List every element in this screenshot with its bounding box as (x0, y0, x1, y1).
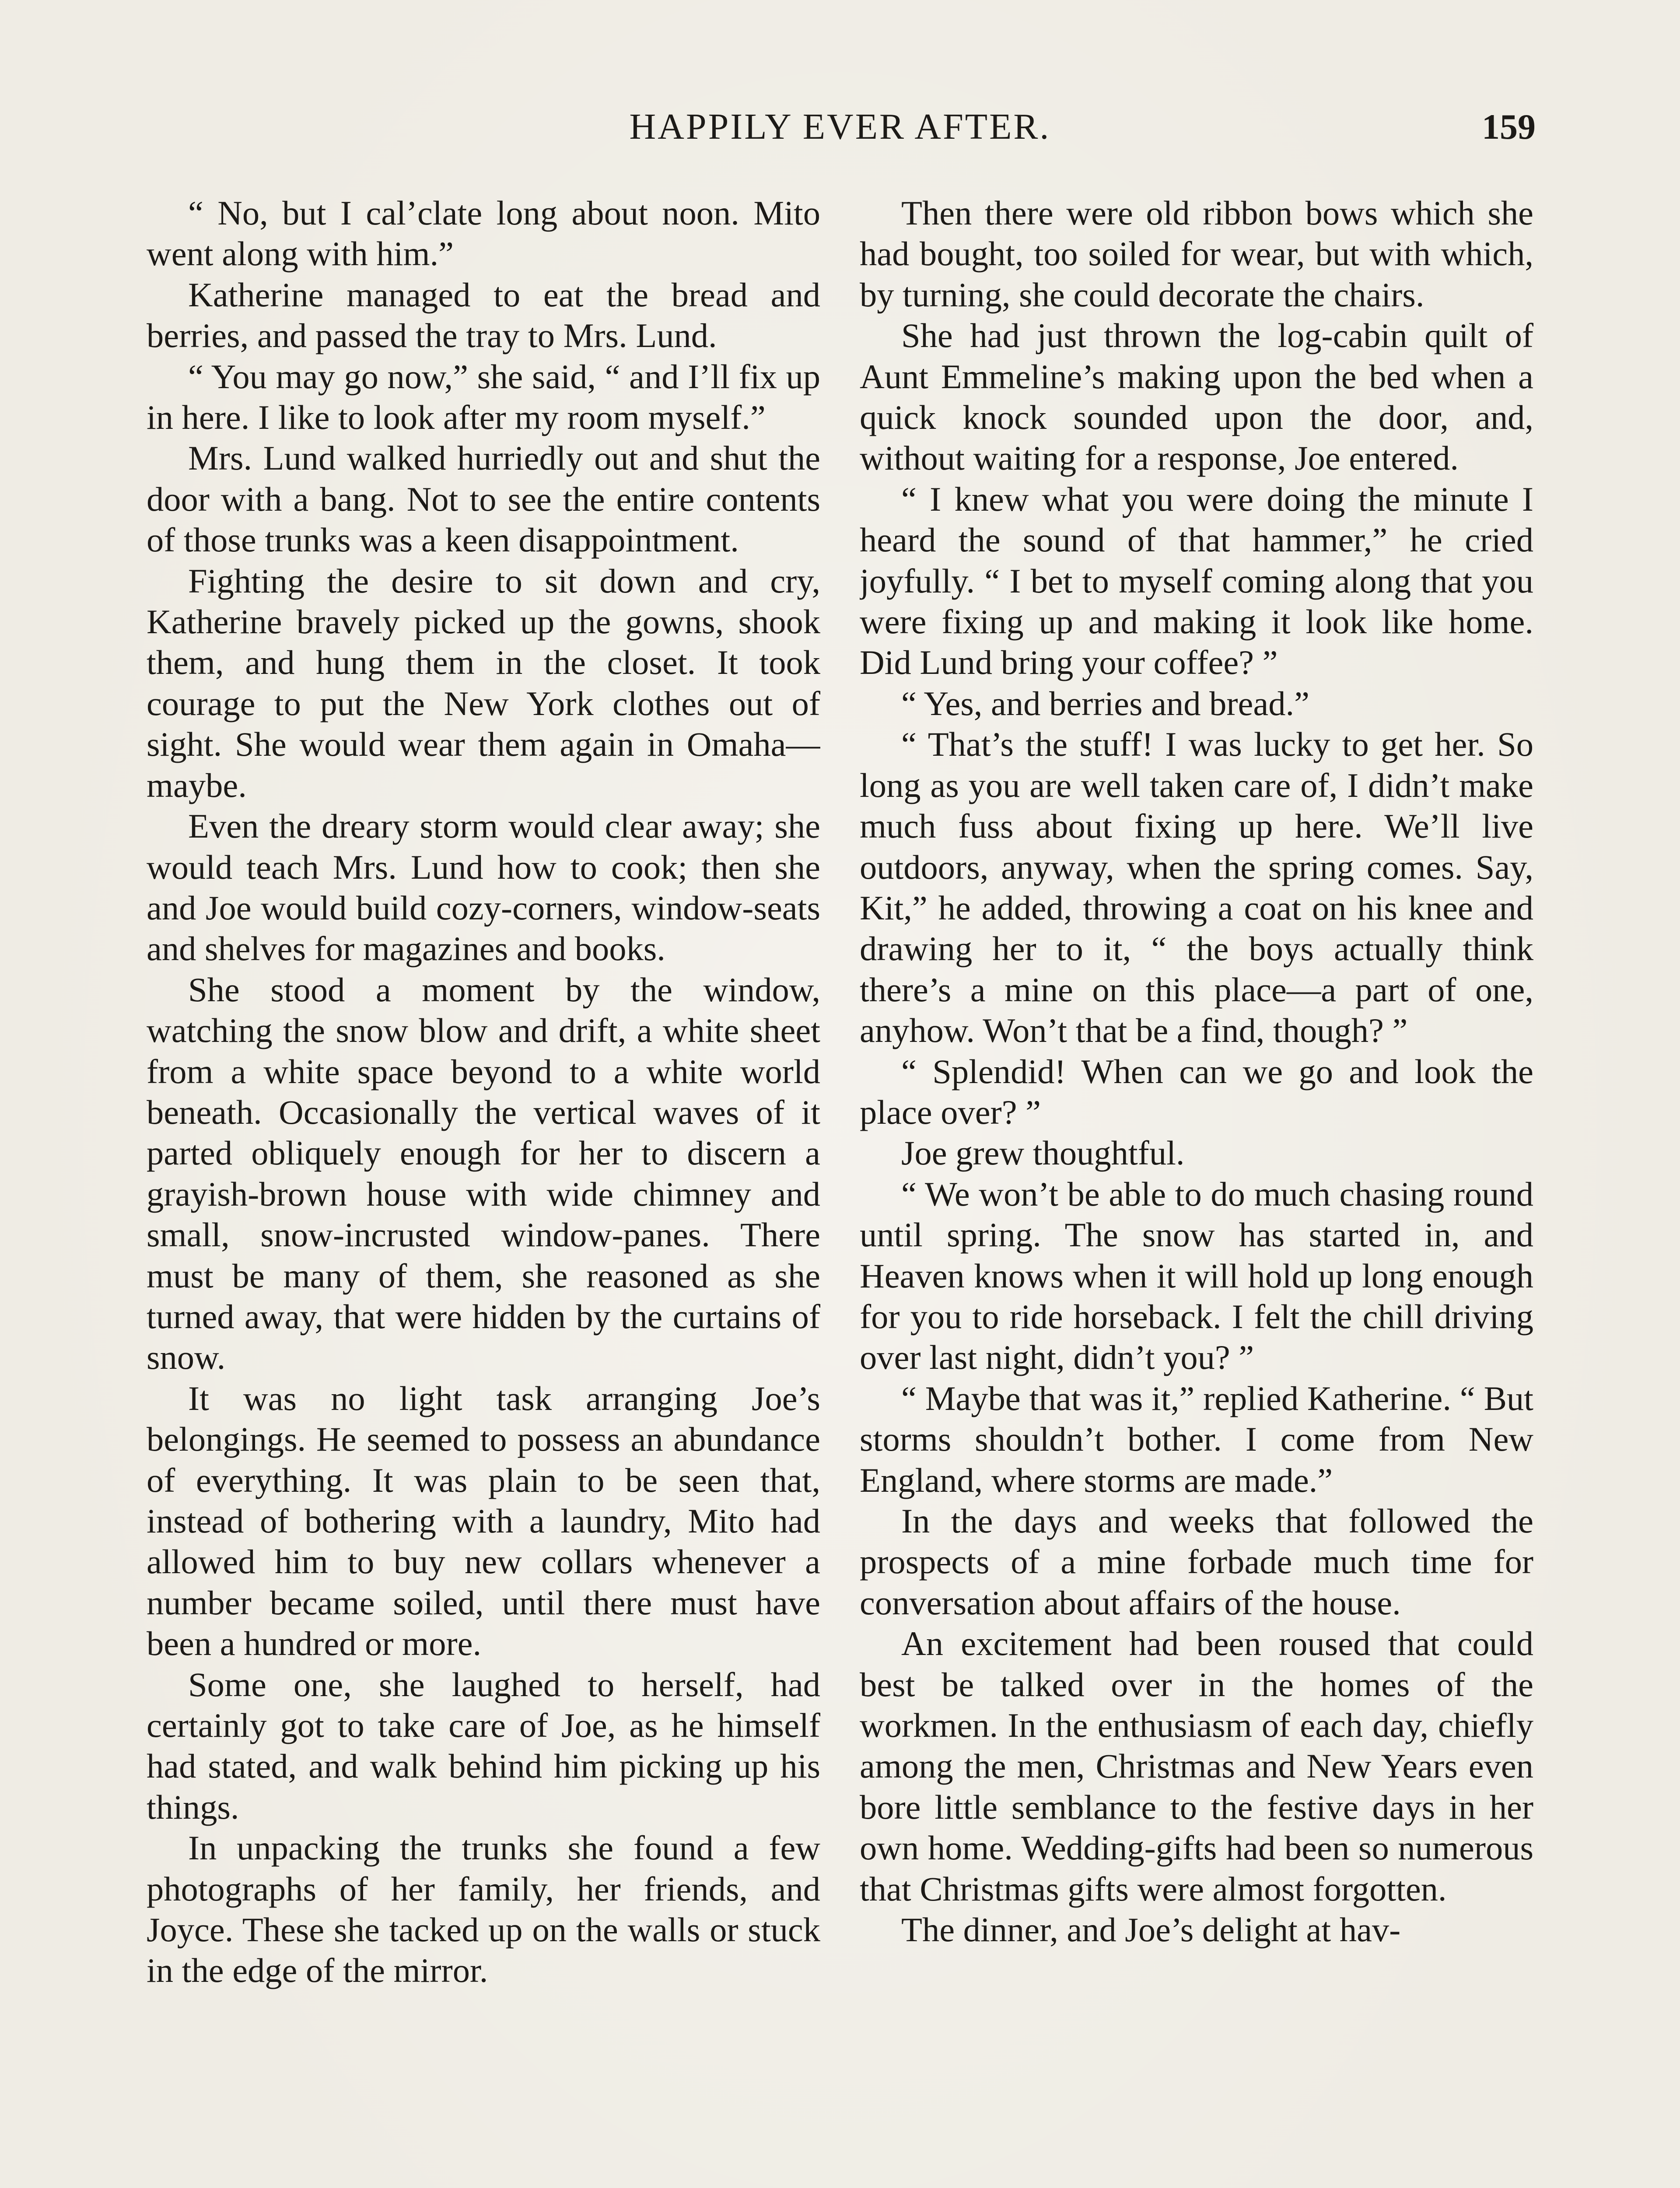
paragraph: It was no light task arranging Joe’s belongings. He seemed to possess an abundance of everything. It was plain to be seen that, instead of bothering with a laundry, Mito had allowed him to buy new collars whenever a number became soiled, until there must have been a hundred or more. (147, 1379, 820, 1663)
text-column-right (860, 193, 1533, 2188)
text-column-left (147, 193, 820, 2188)
paragraph: In the days and weeks that followed the prospects of a mine forbade much time for conversation about affairs of the house. (860, 1502, 1533, 1622)
paragraph: “ Splendid! When can we go and look the place over? ” (860, 1052, 1533, 1131)
paragraph: “ Maybe that was it,” replied Katherine. “ But storms shouldn’t bother. I come from New England, where storms are made.” (860, 1379, 1533, 1499)
paragraph: “ I knew what you were doing the minute I heard the sound of that hammer,” he cried joyfully. “ I bet to myself coming along that you were fixing up and making it look like home. Did Lund bring your coffee? ” (860, 480, 1533, 682)
paragraph: Mrs. Lund walked hurriedly out and shut the door with a bang. Not to see the entire contents of those trunks was a keen disappointment. (147, 439, 820, 559)
paragraph: Even the dreary storm would clear away; she would teach Mrs. Lund how to cook; then she and Joe would build cozy-corners, window-seats and shelves for magazines and books. (147, 807, 820, 968)
paragraph: Katherine managed to eat the bread and berries, and passed the tray to Mrs. Lund. (147, 275, 820, 355)
paragraph: She had just thrown the log-cabin quilt of Aunt Emmeline’s making upon the bed when a quick knock sounded upon the door, and, without waiting for a response, Joe entered. (860, 316, 1533, 477)
paragraph: “ No, but I cal’clate long about noon. Mito went along with him.” (147, 194, 820, 273)
paragraph: Joe grew thoughtful. (901, 1134, 1185, 1172)
paragraph: “ We won’t be able to do much chasing round until spring. The snow has started in, and Heaven knows when it will hold up long enough for you to ride horseback. I felt the chill driving over last night, didn’t you? ” (860, 1175, 1533, 1377)
paragraph: Fighting the desire to sit down and cry, Katherine bravely picked up the gowns, shook them, and hung them in the closet. It took courage to put the New York clothes out of sight. She would wear them again in Omaha—maybe. (147, 561, 820, 804)
page-number: 159 (1482, 107, 1536, 147)
paragraph: Then there were old ribbon bows which she had bought, too soiled for wear, but with which, by turning, she could decorate the chairs. (860, 194, 1533, 314)
paragraph: “ Yes, and berries and bread.” (901, 684, 1309, 722)
paragraph: An excitement had been roused that could best be talked over in the homes of the workmen. In the enthusiasm of each day, chiefly among the men, Christmas and New Years even bore little semblance to the festive days in her own home. Wedding-gifts had been so numerous that Christmas gifts were almost forgotten. (860, 1624, 1533, 1908)
paragraph: In unpacking the trunks she found a few photographs of her family, her friends, and Joyce. These she tacked up on the walls or stuck in the edge of the mirror. (147, 1829, 820, 1990)
paragraph: “ That’s the stuff! I was lucky to get her. So long as you are well taken care of, I didn’t make much fuss about fixing up here. We’ll live outdoors, anyway, when the spring comes. Say, Kit,” he added, throwing a coat on his knee and drawing her to it, “ the boys actually think there’s a mine on this place—a part of one, anyhow. Won’t that be a find, though? ” (860, 725, 1533, 1050)
paragraph: “ You may go now,” she said, “ and I’ll fix up in here. I like to look after my room myself.” (147, 357, 820, 437)
paragraph: The dinner, and Joe’s delight at hav- (901, 1911, 1401, 1949)
paragraph: Some one, she laughed to herself, had certainly got to take care of Joe, as he himself had stated, and walk behind him picking up his things. (147, 1665, 820, 1826)
paragraph: She stood a moment by the window, watching the snow blow and drift, a white sheet from a white space beyond to a white world beneath. Occasionally the vertical waves of it parted obliquely enough for her to discern a grayish-brown house with wide chimney and small, snow-incrusted window-panes. There must be many of them, she reasoned as she turned away, that were hidden by the curtains of snow. (147, 970, 820, 1377)
running-title: HAPPILY EVER AFTER. (629, 106, 1051, 147)
running-head (144, 103, 1536, 151)
